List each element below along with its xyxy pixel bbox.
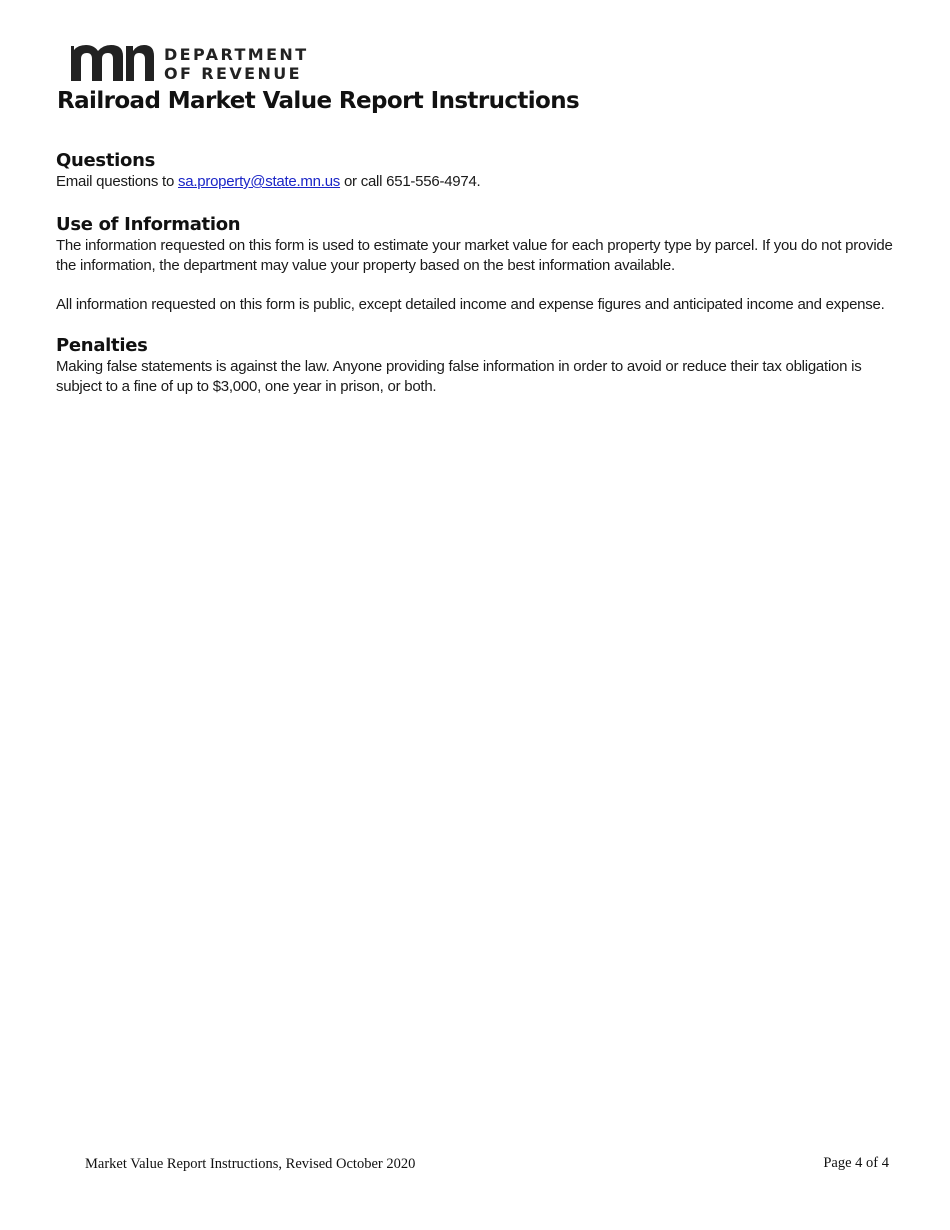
section-use-of-information bbox=[56, 214, 906, 315]
document-title: Railroad Market Value Report Instructions bbox=[57, 88, 580, 114]
penalties-heading: Penalties bbox=[56, 335, 148, 356]
document-content bbox=[56, 150, 906, 417]
mn-revenue-logo bbox=[71, 44, 321, 84]
logo-text bbox=[164, 45, 309, 83]
questions-text bbox=[56, 172, 906, 192]
email-link[interactable]: sa.property@state.mn.us bbox=[177, 173, 341, 190]
section-penalties bbox=[56, 335, 906, 397]
footer-revision: Market Value Report Instructions, Revised October 2020 bbox=[85, 1156, 416, 1172]
footer-page-number: Page 4 of 4 bbox=[823, 1155, 889, 1171]
use-of-information-heading: Use of Information bbox=[56, 214, 241, 235]
use-of-information-paragraph-1: The information requested on this form is used to estimate your market value for each property type by parcel. If you do not provide the information, the department may value your property based on the best information available. bbox=[56, 237, 893, 274]
logo-line-2: OF REVENUE bbox=[164, 64, 302, 83]
questions-heading: Questions bbox=[56, 150, 156, 171]
use-of-information-paragraph-2: All information requested on this form is public, except detailed income and expense figures and anticipated income and expense. bbox=[56, 296, 885, 313]
mn-logo-icon bbox=[71, 44, 155, 82]
logo-line-1: DEPARTMENT bbox=[164, 45, 309, 64]
penalties-paragraph: Making false statements is against the law. Anyone providing false information in order to avoid or reduce their tax obligation is subject to a fine of up to $3,000, one year in prison, or both. bbox=[56, 358, 862, 395]
questions-text-after: or call 651-556-4974. bbox=[340, 173, 481, 190]
questions-text-before: Email questions to bbox=[56, 173, 178, 190]
section-questions bbox=[56, 150, 906, 192]
